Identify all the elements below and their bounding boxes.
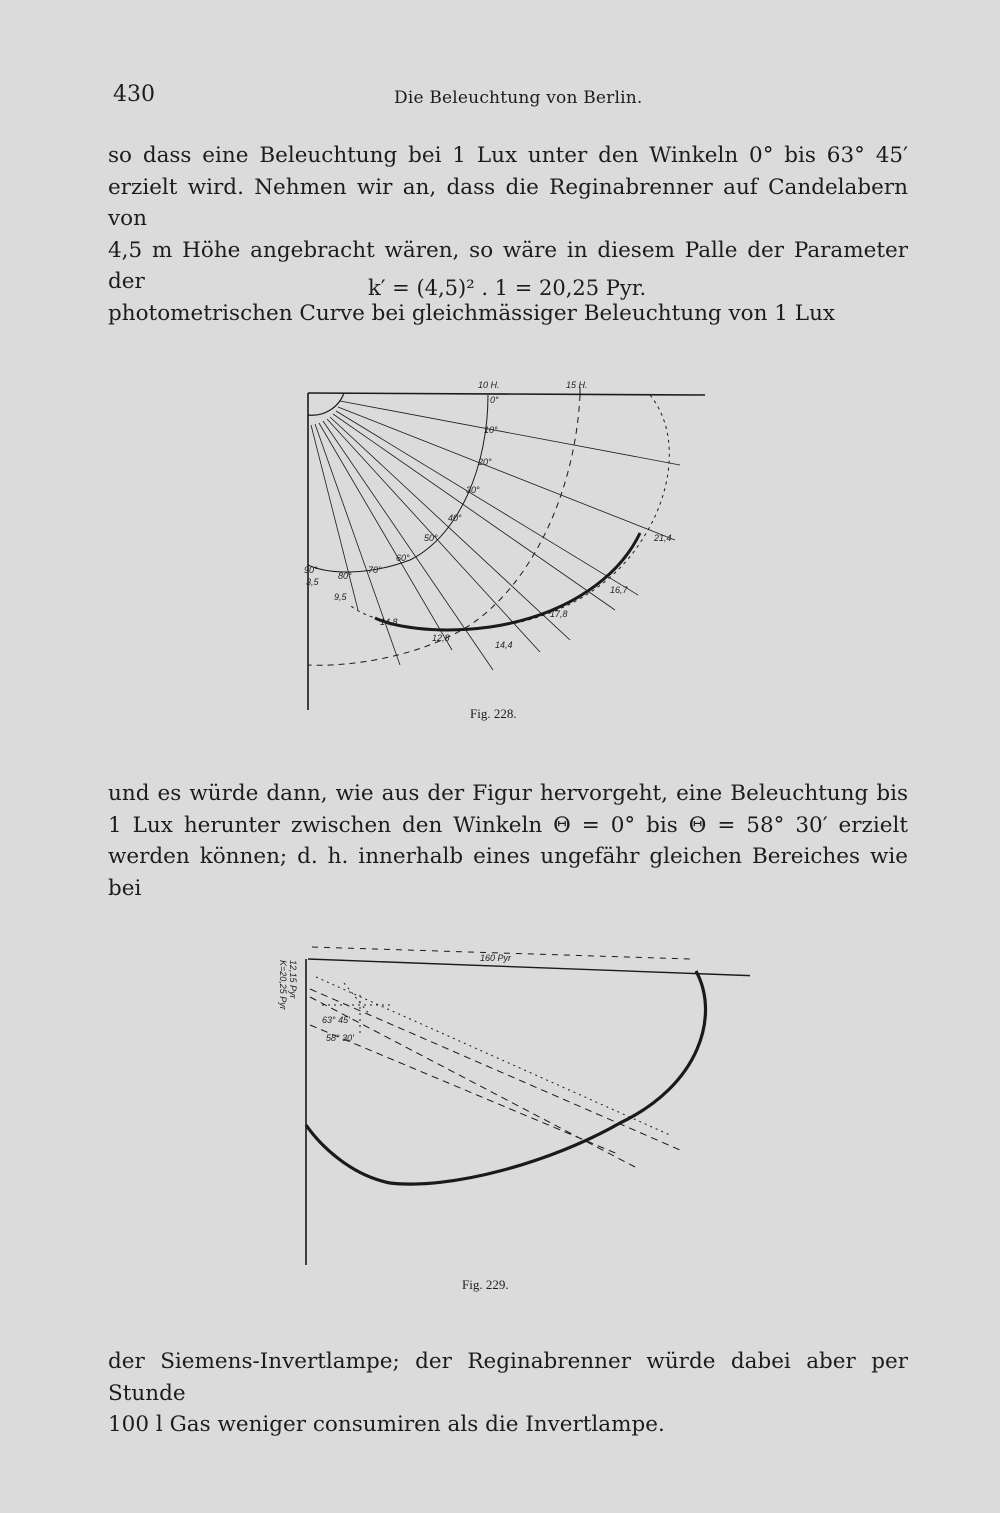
angle-label: 90° — [304, 565, 318, 575]
angle-label: 30° — [466, 485, 480, 495]
text-line: der Siemens-Invertlampe; der Reginabrenner würde dabei aber per Stunde — [108, 1349, 908, 1406]
angle-label: 10° — [484, 425, 498, 435]
text-line: und es würde dann, wie aus der Figur hervorgeht, eine Beleuchtung bis — [108, 781, 908, 806]
paragraph-2 — [108, 778, 908, 904]
text-line: erzielt wird. Nehmen wir an, dass die Reginabrenner auf Candelabern von — [108, 174, 908, 231]
angle-label: 50° — [424, 533, 438, 543]
side-label: 12,15 Pyr — [288, 960, 298, 999]
curve-label: 14,8 — [380, 617, 398, 627]
angle-label: 40° — [448, 513, 462, 523]
paragraph-3 — [108, 1346, 908, 1441]
curve-label: 21,4 — [654, 533, 672, 543]
figure-228-caption: Fig. 228. — [470, 706, 517, 721]
curve-label: 12,8 — [432, 633, 450, 643]
curve-label: 16,7 — [610, 585, 628, 595]
angle-label: 58° 30′ — [326, 1033, 354, 1043]
figure-228-diagram — [290, 375, 720, 715]
text-line: 4,5 m Höhe angebracht wären, so wäre in diesem Palle der Parameter der — [108, 237, 908, 294]
text-line: 1 Lux herunter zwischen den Winkeln Θ = 0° bis Θ = 58° 30′ erzielt — [108, 812, 908, 838]
page-number: 430 — [113, 82, 155, 107]
curve-label: 3,5 — [306, 577, 319, 587]
running-title: Die Beleuchtung von Berlin. — [394, 88, 643, 108]
angle-label: 0° — [490, 395, 499, 405]
angle-label: 20° — [478, 457, 492, 467]
text-line: werden können; d. h. innerhalb eines ungefähr gleichen Bereiches wie bei — [108, 844, 908, 901]
text-line: 100 l Gas weniger consumiren als die Invertlampe. — [108, 1412, 665, 1437]
formula: k′ = (4,5)² . 1 = 20,25 Pyr. — [368, 276, 647, 300]
curve-label: 9,5 — [334, 592, 347, 602]
parameter-label: 160 Pyr — [480, 953, 512, 963]
paragraph-1 — [108, 140, 908, 329]
figure-229-diagram — [250, 935, 750, 1270]
angle-label: 63° 45′ — [322, 1015, 350, 1025]
side-label: K=20,25 Pyr — [278, 960, 288, 1010]
curve-label: 17,8 — [550, 609, 568, 619]
text-line: photometrischen Curve bei gleichmässiger Beleuchtung von 1 Lux — [108, 300, 836, 326]
angle-label: 70° — [368, 565, 382, 575]
scale-label-15h: 15 H. — [566, 380, 588, 390]
angle-label: 60° — [396, 553, 410, 563]
text-line: so dass eine Beleuchtung bei 1 Lux unter den Winkeln 0° bis 63° 45′ — [108, 143, 908, 168]
curve-label: 14,4 — [495, 640, 513, 650]
angle-label: 80° — [338, 571, 352, 581]
figure-229-caption: Fig. 229. — [462, 1277, 509, 1292]
scale-label-10h: 10 H. — [478, 380, 500, 390]
